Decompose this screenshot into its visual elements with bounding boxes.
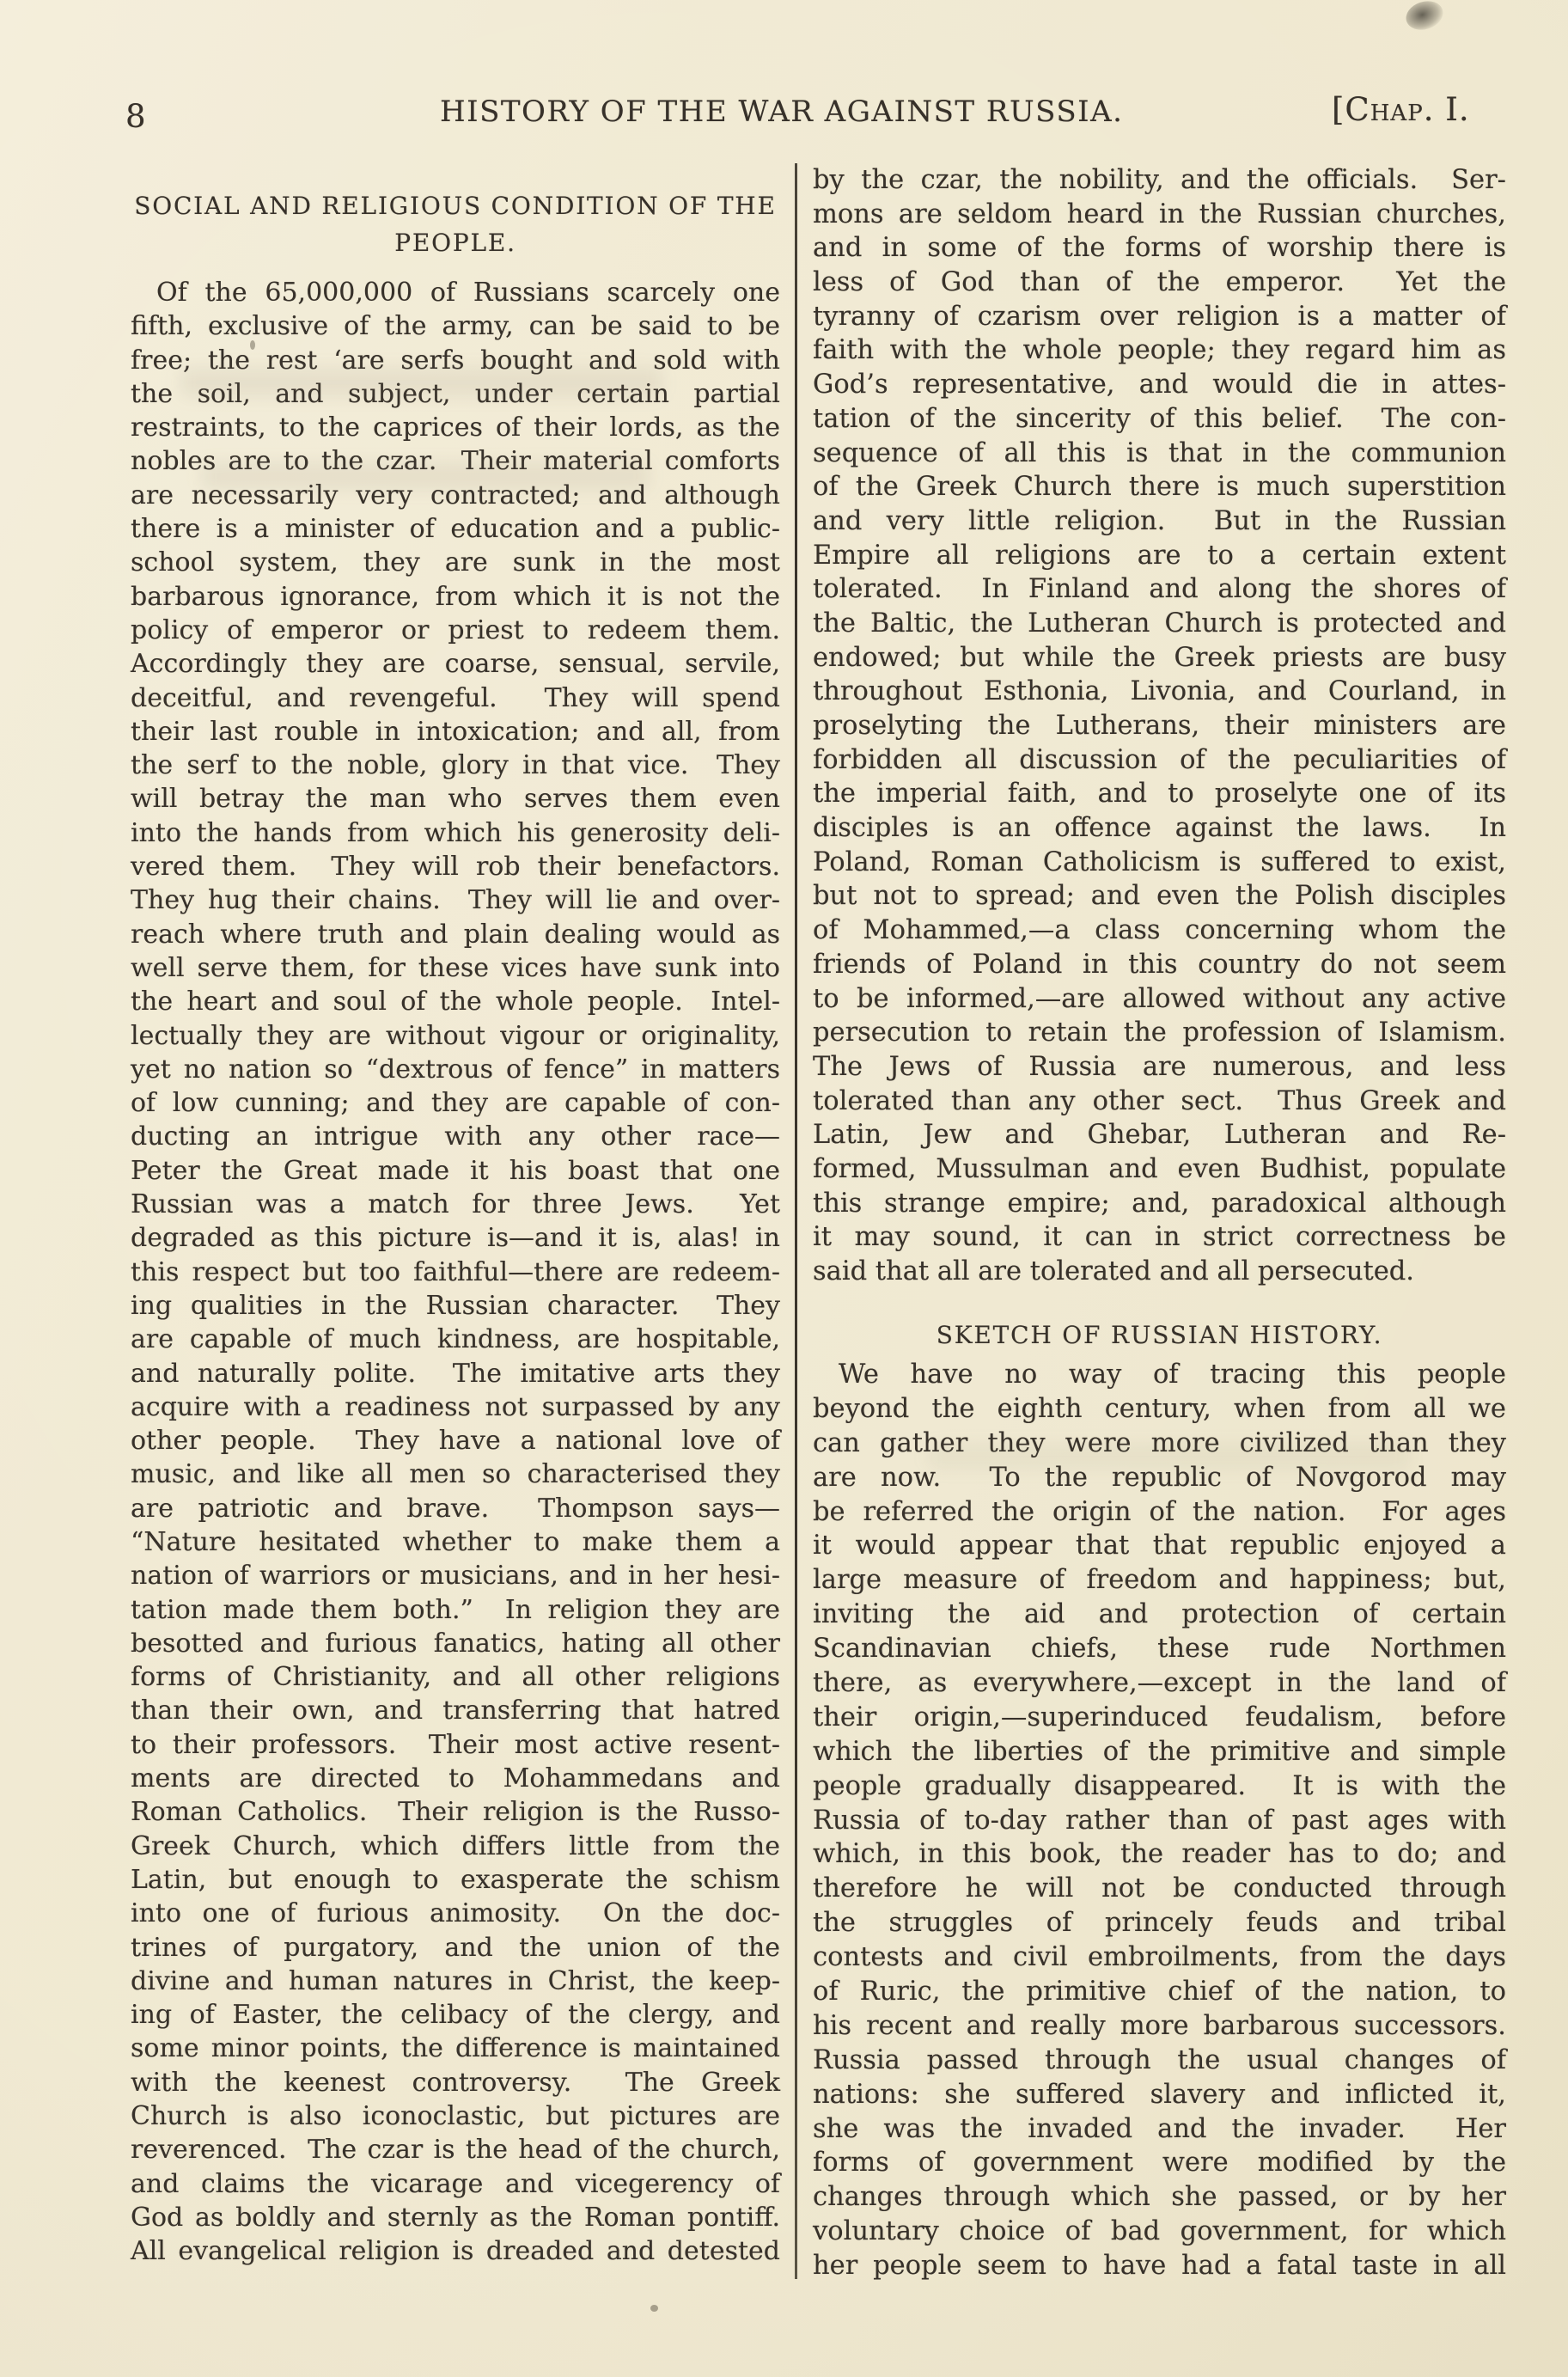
text-line: to their professors. Their most active resent- [131, 1729, 780, 1760]
text-line: of the Greek Church there is much superstition [813, 472, 1506, 503]
text-line: fifth, exclusive of the army, can be said to be [131, 311, 780, 342]
text-line: nation of warriors or musicians, and in her hesi- [131, 1561, 780, 1592]
text-line: are capable of much kindness, are hospitable, [131, 1324, 780, 1355]
text-line: nobles are to the czar. Their material comforts [131, 446, 780, 477]
text-line: and in some of the forms of worship there is [813, 233, 1506, 264]
text-line: friends of Poland in this country do not seem [813, 949, 1506, 980]
text-line: some minor points, the difference is maintained [131, 2033, 780, 2064]
text-line: barbarous ignorance, from which it is not the [131, 581, 780, 612]
text-line: there, as everywhere,—except in the land of [813, 1668, 1506, 1699]
text-line: reverenced. The czar is the head of the church, [131, 2135, 780, 2166]
text-line: the Baltic, the Lutheran Church is protected and [813, 608, 1506, 639]
text-line: tation of the sincerity of this belief. The con- [813, 403, 1506, 434]
text-line: tyranny of czarism over religion is a matter of [813, 301, 1506, 332]
text-line: be referred the origin of the nation. For ages [813, 1496, 1506, 1527]
text-line: vered them. They will rob their benefactors. [131, 852, 780, 883]
text-line: forbidden all discussion of the peculiarities of [813, 744, 1506, 775]
text-line: will betray the man who serves them even [131, 784, 780, 815]
text-line: school system, they are sunk in the most [131, 547, 780, 578]
text-line: less of God than of the emperor. Yet the [813, 267, 1506, 298]
text-line: proselyting the Lutherans, their ministers are [813, 711, 1506, 741]
text-line: tolerated than any other sect. Thus Greek and [813, 1085, 1506, 1116]
text-line: it may sound, it can in strict correctness be [813, 1222, 1506, 1253]
text-line: the imperial faith, and to proselyte one of its [813, 779, 1506, 810]
text-line: Accordingly they are coarse, sensual, servile, [131, 649, 780, 680]
text-line: Church is also iconoclastic, but pictures are [131, 2101, 780, 2132]
left-column-heading [131, 187, 780, 261]
text-line: sequence of all this is that in the communion [813, 437, 1506, 468]
text-line: contests and civil embroilments, from the days [813, 1942, 1506, 1973]
text-line: but not to spread; and even the Polish disciples [813, 881, 1506, 912]
text-line: there is a minister of education and a public- [131, 514, 780, 545]
text-line: We have no way of tracing this people [839, 1360, 1506, 1390]
text-line: ing qualities in the Russian character. They [131, 1290, 780, 1321]
text-line: yet no nation so “dextrous of fence” in matters [131, 1054, 780, 1085]
text-line: changes through which she passed, or by her [813, 2182, 1506, 2213]
text-line: and naturally polite. The imitative arts they [131, 1358, 780, 1389]
text-line: this respect but too faithful—there are redeem- [131, 1256, 780, 1287]
text-line: formed, Mussulman and even Budhist, populate [813, 1153, 1506, 1184]
text-line: reach where truth and plain dealing would as [131, 919, 780, 950]
text-line: Latin, Jew and Ghebar, Lutheran and Re- [813, 1120, 1506, 1151]
text-line: his recent and really more barbarous successors. [813, 2010, 1506, 2041]
text-line: the heart and soul of the whole people. Intel- [131, 987, 780, 1017]
right-column-heading: SKETCH OF RUSSIAN HISTORY. [936, 1321, 1383, 1349]
text-line: the soil, and subject, under certain partial [131, 378, 780, 409]
text-line: throughout Esthonia, Livonia, and Courland, in [813, 676, 1506, 707]
text-line: are now. To the republic of Novgorod may [813, 1462, 1506, 1493]
text-line: it would appear that that republic enjoyed a [813, 1531, 1506, 1561]
text-line: people gradually disappeared. It is with the [813, 1770, 1506, 1801]
text-line: the serf to the noble, glory in that vice. They [131, 750, 780, 781]
running-title: HISTORY OF THE WAR AGAINST RUSSIA. [440, 95, 1124, 129]
right-column-paragraph-1 [813, 163, 1506, 1289]
text-line: deceitful, and revengeful. They will spend [131, 682, 780, 713]
text-line: voluntary choice of bad government, for which [813, 2216, 1506, 2247]
text-line: God’s representative, and would die in attes- [813, 370, 1506, 400]
text-line: her people seem to have had a fatal taste in all [813, 2251, 1506, 2282]
text-line: ments are directed to Mohammedans and [131, 1763, 780, 1794]
text-line: divine and human natures in Christ, the keep- [131, 1965, 780, 1996]
text-line: “Nature hesitated whether to make them a [131, 1526, 780, 1557]
text-line: trines of purgatory, and the union of the [131, 1932, 780, 1963]
text-line: are patriotic and brave. Thompson says— [131, 1493, 780, 1524]
text-line: restraints, to the caprices of their lords, as the [131, 412, 780, 443]
text-line: of Mohammed,—a class concerning whom the [813, 915, 1506, 946]
text-line: ducting an intrigue with any other race— [131, 1121, 780, 1152]
text-line: into one of furious animosity. On the doc- [131, 1898, 780, 1929]
text-line: can gather they were more civilized than they [813, 1427, 1506, 1458]
text-line: besotted and furious fanatics, hating all other [131, 1628, 780, 1659]
text-line: The Jews of Russia are numerous, and less [813, 1051, 1506, 1082]
left-column [131, 276, 780, 2269]
text-line: large measure of freedom and happiness; but, [813, 1565, 1506, 1596]
text-line: free; the rest ‘are serfs bought and sold with [131, 345, 780, 376]
text-line: of Ruric, the primitive chief of the nation, to [813, 1977, 1506, 2007]
text-line: beyond the eighth century, when from all we [813, 1393, 1506, 1424]
text-line: Russia passed through the usual changes of [813, 2044, 1506, 2075]
text-line: music, and like all men so characterised they [131, 1459, 780, 1490]
text-line: than their own, and transferring that hatred [131, 1696, 780, 1726]
text-line: endowed; but while the Greek priests are busy [813, 642, 1506, 673]
column-divider [795, 163, 797, 2279]
text-line: Empire all religions are to a certain extent [813, 540, 1506, 571]
text-line: They hug their chains. They will lie and over- [131, 885, 780, 916]
text-line: by the czar, the nobility, and the officials. Ser- [813, 165, 1506, 195]
text-line: All evangelical religion is dreaded and detested [131, 2236, 780, 2267]
text-line: the struggles of princely feuds and tribal [813, 1908, 1506, 1939]
text-line: Poland, Roman Catholicism is suffered to exist, [813, 846, 1506, 877]
text-line: to be informed,—are allowed without any active [813, 983, 1506, 1014]
text-line: and claims the vicarage and vicegerency of [131, 2168, 780, 2199]
text-line: other people. They have a national love of [131, 1426, 780, 1457]
text-line: she was the invaded and the invader. Her [813, 2113, 1506, 2144]
text-line: Of the 65,000,000 of Russians scarcely one [156, 278, 780, 308]
text-line: acquire with a readiness not surpassed by any [131, 1391, 780, 1422]
text-line: disciples is an offence against the laws. In [813, 813, 1506, 844]
text-line: Russian was a match for three Jews. Yet [131, 1189, 780, 1220]
text-line: mons are seldom heard in the Russian churches, [813, 199, 1506, 229]
text-line: Russia of to-day rather than of past ages with [813, 1805, 1506, 1836]
page-number: 8 [125, 98, 146, 135]
ink-spot-top-right [1402, 0, 1447, 34]
text-line: policy of emperor or priest to redeem them. [131, 614, 780, 645]
text-line: said that all are tolerated and all persecuted. [813, 1256, 1414, 1286]
text-line: faith with the whole people; they regard him as [813, 335, 1506, 366]
chapter-marker: [Chap. I. [1332, 91, 1470, 128]
text-line: lectually they are without vigour or originality, [131, 1020, 780, 1051]
text-line: Peter the Great made it his boast that one [131, 1155, 780, 1186]
left-heading-line-1: SOCIAL AND RELIGIOUS CONDITION OF THE [134, 192, 777, 220]
left-heading-line-2: PEOPLE. [394, 229, 516, 257]
text-line: which the liberties of the primitive and simple [813, 1736, 1506, 1767]
text-line: tation made them both.” In religion they are [131, 1594, 780, 1625]
text-line: therefore he will not be conducted through [813, 1873, 1506, 1904]
text-line: forms of government were modified by the [813, 2148, 1506, 2178]
text-line: which, in this book, the reader has to do; and [813, 1839, 1506, 1870]
text-line: God as boldly and sternly as the Roman pontiff. [131, 2202, 780, 2233]
text-line: into the hands from which his generosity deli- [131, 817, 780, 848]
text-line: persecution to retain the profession of Islamism. [813, 1017, 1506, 1048]
ink-spot-bottom [650, 2305, 658, 2312]
text-line: this strange empire; and, paradoxical although [813, 1188, 1506, 1219]
text-line: Latin, but enough to exasperate the schism [131, 1864, 780, 1895]
text-line: their last rouble in intoxication; and all, from [131, 716, 780, 747]
text-line: and very little religion. But in the Russian [813, 505, 1506, 536]
text-line: degraded as this picture is—and it is, alas! in [131, 1223, 780, 1254]
text-line: of low cunning; and they are capable of con- [131, 1088, 780, 1119]
text-line: Greek Church, which differs little from the [131, 1830, 780, 1861]
text-line: inviting the aid and protection of certain [813, 1599, 1506, 1630]
text-line: Roman Catholics. Their religion is the Russo- [131, 1797, 780, 1828]
text-line: forms of Christianity, and all other religions [131, 1662, 780, 1693]
text-line: with the keenest controversy. The Greek [131, 2067, 780, 2098]
text-line: nations: she suffered slavery and inflicted it, [813, 2079, 1506, 2110]
text-line: are necessarily very contracted; and although [131, 480, 780, 510]
text-line: Scandinavian chiefs, these rude Northmen [813, 1634, 1506, 1665]
text-line: tolerated. In Finland and along the shores of [813, 574, 1506, 605]
text-line: their origin,—superinduced feudalism, before [813, 1702, 1506, 1732]
text-line: well serve them, for these vices have sunk into [131, 952, 780, 983]
text-line: ing of Easter, the celibacy of the clergy, and [131, 2000, 780, 2031]
right-column-paragraph-2 [813, 1358, 1506, 2283]
